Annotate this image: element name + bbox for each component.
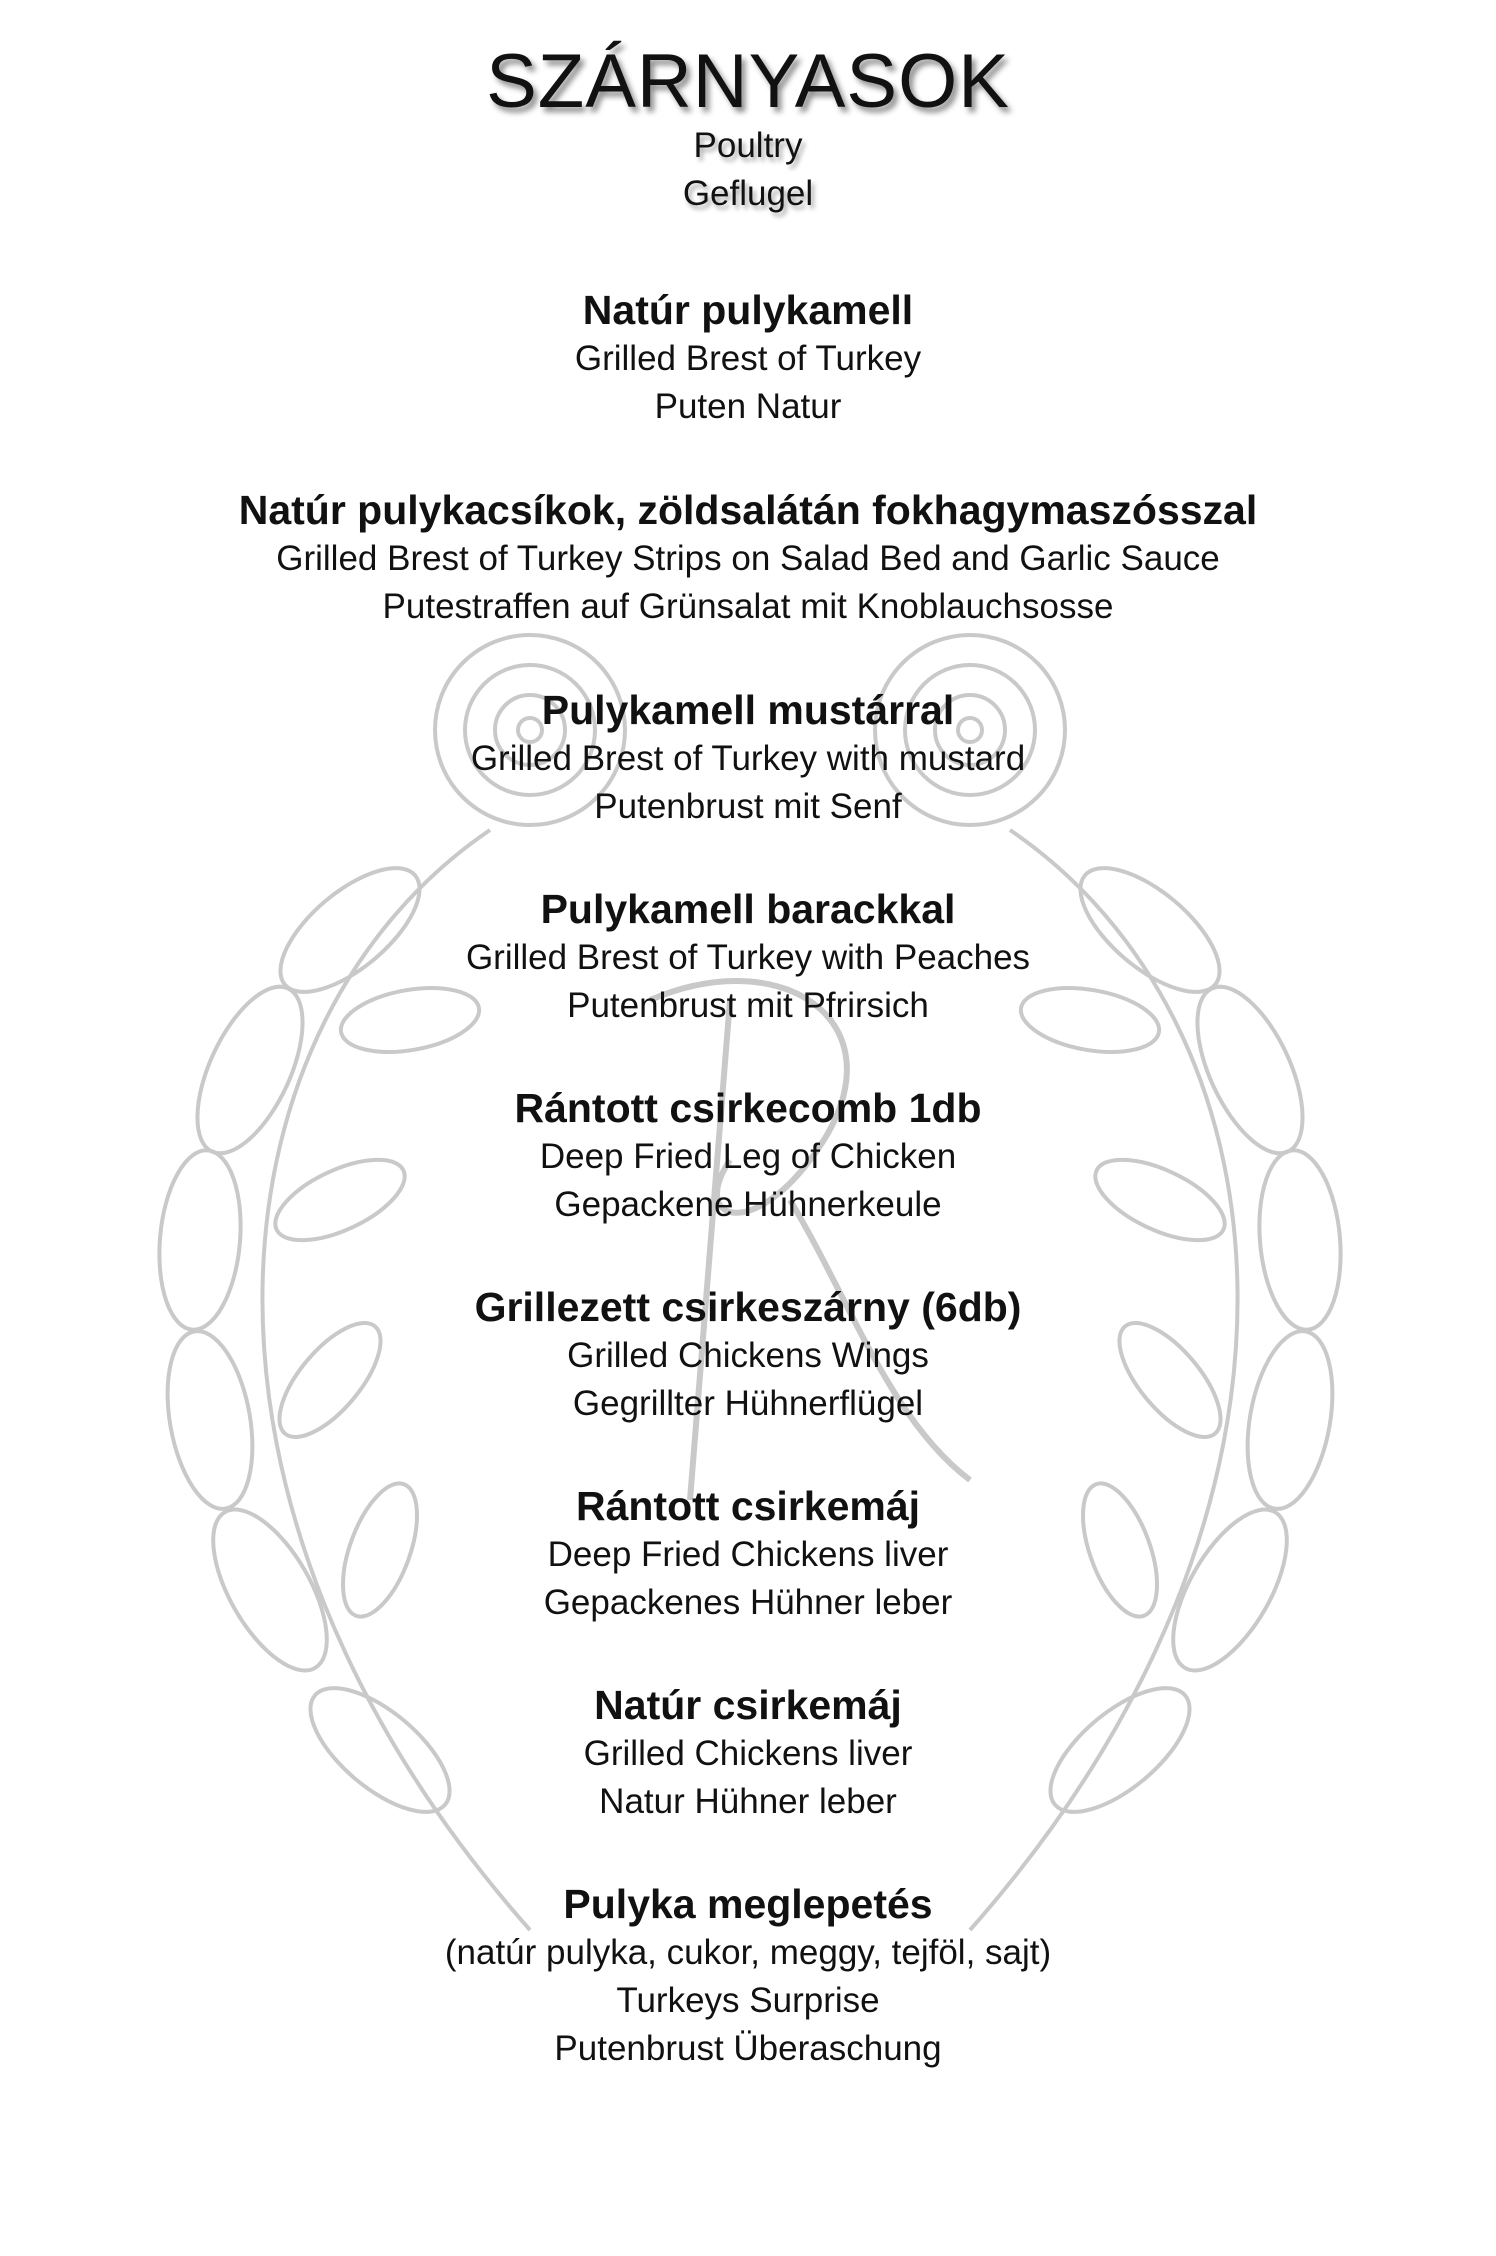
dish-german: Putenbrust mit Pfrirsich — [567, 986, 929, 1025]
dish-name: Rántott csirkemáj — [575, 1483, 921, 1529]
dish-english: Grilled Brest of Turkey with mustard — [470, 739, 1026, 778]
menu-item — [0, 884, 1496, 1030]
menu-item — [0, 1879, 1496, 2073]
dish-english: Grilled Chickens Wings — [567, 1336, 929, 1375]
dish-english: Deep Fried Leg of Chicken — [539, 1137, 957, 1176]
dish-name: Rántott csirkecomb 1db — [514, 1085, 982, 1131]
dish-english: Grilled Chickens liver — [583, 1734, 913, 1773]
dish-german: Gepackene Hühnerkeule — [554, 1185, 942, 1224]
dish-name: Natúr pulykamell — [582, 287, 914, 333]
dish-english: Deep Fried Chickens liver — [547, 1535, 949, 1574]
menu-item — [0, 1282, 1496, 1428]
menu-item — [0, 685, 1496, 831]
dish-english: Turkeys Surprise — [616, 1981, 880, 2020]
subtitle-german: Geflugel — [682, 174, 814, 213]
dish-german: Putestraffen auf Grünsalat mit Knoblauchsosse — [382, 587, 1114, 626]
dish-german: Putenbrust mit Senf — [594, 787, 902, 826]
dish-name: Natúr csirkemáj — [594, 1682, 902, 1728]
dish-german: Gegrillter Hühnerflügel — [572, 1384, 924, 1423]
menu-item — [0, 1680, 1496, 1826]
dish-german: Putenbrust Überaschung — [554, 2029, 942, 2068]
menu-item — [0, 485, 1496, 631]
dish-german: Natur Hühner leber — [599, 1782, 897, 1821]
dish-name: Pulyka meglepetés — [563, 1881, 933, 1927]
menu-item — [0, 285, 1496, 431]
dish-ingredients: (natúr pulyka, cukor, meggy, tejföl, sajt) — [444, 1933, 1052, 1972]
dish-english: Grilled Brest of Turkey Strips on Salad Bed and Garlic Sauce — [276, 539, 1220, 578]
menu-item — [0, 1481, 1496, 1627]
dish-name: Grillezett csirkeszárny (6db) — [474, 1284, 1022, 1330]
dish-english: Grilled Brest of Turkey — [574, 339, 922, 378]
menu-item — [0, 1083, 1496, 1229]
dish-name: Pulykamell mustárral — [541, 687, 955, 733]
dish-german: Gepackenes Hühner leber — [543, 1583, 953, 1622]
dish-name: Pulykamell barackkal — [540, 886, 956, 932]
dish-german: Puten Natur — [654, 387, 842, 426]
dish-name: Natúr pulykacsíkok, zöldsalátán fokhagymaszósszal — [238, 487, 1258, 533]
dish-english: Grilled Brest of Turkey with Peaches — [465, 938, 1031, 977]
subtitle-english: Poultry — [693, 126, 803, 165]
page-title: SZÁRNYASOK — [486, 39, 1010, 124]
